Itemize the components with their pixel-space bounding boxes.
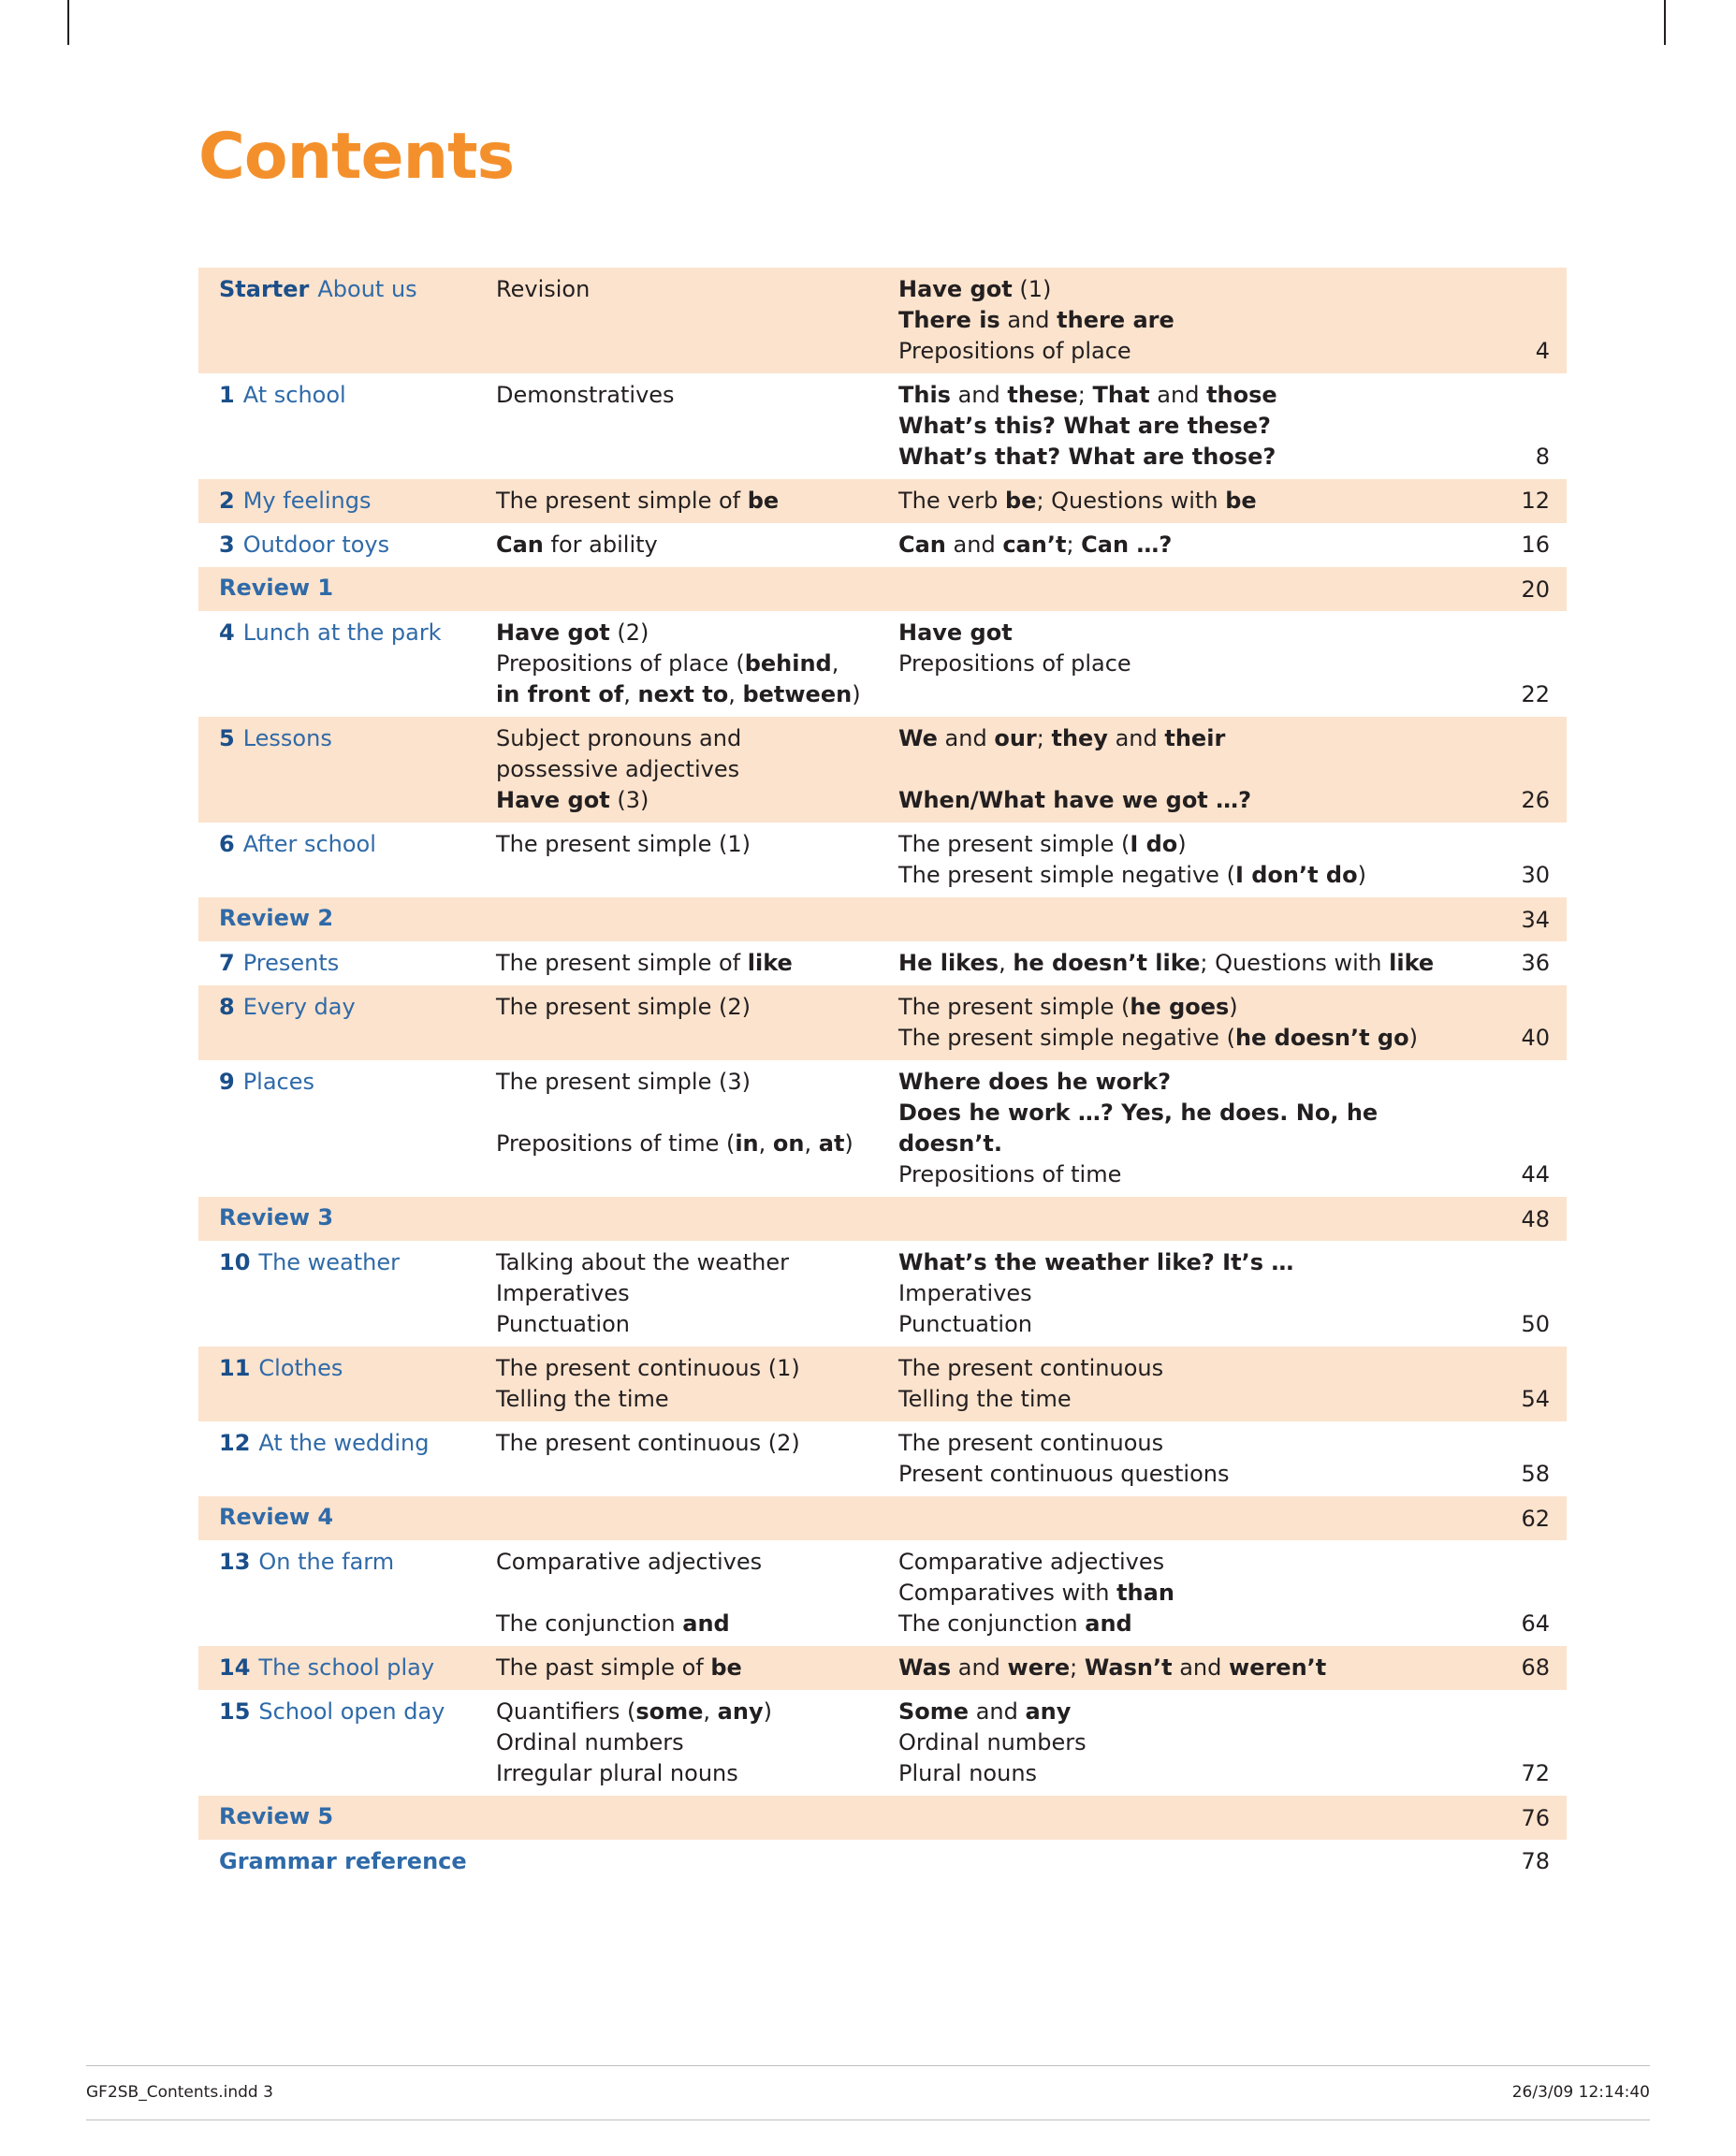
page-number-cell <box>1481 373 1567 479</box>
unit-label <box>198 1347 496 1421</box>
function-column <box>898 1840 1481 1884</box>
grammar-column <box>496 1197 898 1241</box>
contents-row[interactable] <box>198 897 1567 941</box>
page-number-cell <box>1481 567 1567 611</box>
function-column: The verb be; Questions with be <box>898 488 1257 514</box>
unit-name: Every day <box>242 994 356 1020</box>
unit-number: 5 <box>219 725 235 751</box>
page-number: 76 <box>1521 1805 1550 1831</box>
function-column <box>898 1796 1481 1840</box>
grammar-column <box>496 1496 898 1540</box>
unit-label <box>198 373 496 479</box>
page-number: 72 <box>1521 1760 1550 1786</box>
page-number: 78 <box>1521 1848 1550 1874</box>
unit-number: 6 <box>219 831 235 857</box>
grammar-column: The present simple (3) Prepositions of time (in, on, at) <box>496 1069 853 1157</box>
unit-name: Review 4 <box>219 1504 334 1530</box>
page-number-cell <box>1481 1496 1567 1540</box>
grammar-column: The present simple (2) <box>496 994 751 1020</box>
page-number: 30 <box>1521 862 1550 888</box>
unit-name: Review 1 <box>219 575 334 601</box>
unit-number: 12 <box>219 1430 251 1456</box>
function-column: Where does he work? Does he work …? Yes, he does. No, he doesn’t. Prepositions of time <box>898 1069 1379 1187</box>
grammar-column: The present continuous (1) Telling the time <box>496 1355 800 1412</box>
unit-number: 14 <box>219 1654 251 1681</box>
contents-row[interactable] <box>198 567 1567 611</box>
function-column: He likes, he doesn’t like; Questions with like <box>898 950 1435 976</box>
contents-row[interactable] <box>198 823 1567 897</box>
page-number-cell <box>1481 1540 1567 1646</box>
function-column: The present simple (I do) The present simple negative (I don’t do) <box>898 831 1366 888</box>
unit-number: 15 <box>219 1698 251 1725</box>
page-number-cell <box>1481 941 1567 985</box>
page-number: 8 <box>1535 444 1550 470</box>
grammar-column <box>496 567 898 611</box>
page-number-cell <box>1481 1840 1567 1884</box>
unit-name: After school <box>242 831 376 857</box>
unit-name: Presents <box>242 950 340 976</box>
unit-label <box>198 1646 496 1690</box>
page-number-cell <box>1481 1241 1567 1347</box>
contents-row[interactable] <box>198 941 1567 985</box>
unit-label <box>198 1421 496 1496</box>
page-number-cell <box>1481 1347 1567 1421</box>
page-number-cell <box>1481 1646 1567 1690</box>
unit-name: At school <box>242 382 346 408</box>
function-column: Was and were; Wasn’t and weren’t <box>898 1654 1327 1681</box>
unit-number: 11 <box>219 1355 251 1381</box>
page-number-cell <box>1481 523 1567 567</box>
contents-row[interactable] <box>198 268 1567 373</box>
page-number: 62 <box>1521 1506 1550 1532</box>
unit-name: Outdoor toys <box>242 532 390 558</box>
unit-number: 3 <box>219 532 235 558</box>
unit-label <box>198 268 496 373</box>
contents-row[interactable] <box>198 1197 1567 1241</box>
function-column <box>898 1496 1481 1540</box>
footer-timestamp: 26/3/09 12:14:40 <box>1511 2083 1650 2102</box>
unit-label <box>198 611 496 717</box>
unit-name: Review 3 <box>219 1204 334 1231</box>
grammar-column: The past simple of be <box>496 1654 742 1681</box>
function-column: Have got (1) There is and there are Prepositions of place <box>898 276 1174 364</box>
unit-name: My feelings <box>242 488 372 514</box>
page-title: Contents <box>198 120 515 194</box>
function-column: Have got Prepositions of place <box>898 619 1131 677</box>
unit-name: Clothes <box>258 1355 343 1381</box>
grammar-column <box>496 1796 898 1840</box>
unit-label <box>198 1197 496 1241</box>
unit-label <box>198 1496 496 1540</box>
unit-number: 8 <box>219 994 235 1020</box>
contents-table <box>198 268 1567 1884</box>
contents-row[interactable] <box>198 1840 1567 1884</box>
unit-label <box>198 823 496 897</box>
page-number: 40 <box>1521 1025 1550 1051</box>
page-number-cell <box>1481 479 1567 523</box>
page-number: 68 <box>1521 1654 1550 1681</box>
page-number-cell <box>1481 1421 1567 1496</box>
unit-name: Lessons <box>242 725 332 751</box>
contents-row[interactable] <box>198 985 1567 1060</box>
grammar-column <box>496 1840 898 1884</box>
page-number: 4 <box>1535 338 1550 364</box>
function-column: What’s the weather like? It’s … Imperatives Punctuation <box>898 1249 1294 1337</box>
unit-number: 1 <box>219 382 235 408</box>
contents-row[interactable] <box>198 717 1567 823</box>
grammar-column: Can for ability <box>496 532 658 558</box>
contents-row[interactable] <box>198 611 1567 717</box>
page-number: 48 <box>1521 1206 1550 1232</box>
unit-label <box>198 567 496 611</box>
unit-label <box>198 1060 496 1197</box>
unit-name: On the farm <box>258 1549 395 1575</box>
grammar-column: Have got (2) Prepositions of place (behind, in front of, next to, between) <box>496 619 861 707</box>
unit-number: 4 <box>219 619 235 646</box>
unit-label <box>198 1540 496 1646</box>
unit-label <box>198 523 496 567</box>
function-column: Can and can’t; Can …? <box>898 532 1173 558</box>
page-number-cell <box>1481 1197 1567 1241</box>
page-number-cell <box>1481 1690 1567 1796</box>
page-number: 12 <box>1521 488 1550 514</box>
page-number: 16 <box>1521 532 1550 558</box>
page-number: 20 <box>1521 576 1550 603</box>
unit-name: Review 2 <box>219 905 334 931</box>
page-number-cell <box>1481 611 1567 717</box>
unit-number: 9 <box>219 1069 235 1095</box>
unit-name: About us <box>317 276 417 302</box>
page-number-cell <box>1481 1060 1567 1197</box>
grammar-column: Talking about the weather Imperatives Punctuation <box>496 1249 789 1337</box>
unit-label <box>198 985 496 1060</box>
page-number-cell <box>1481 1796 1567 1840</box>
page-number-cell <box>1481 985 1567 1060</box>
contents-row[interactable] <box>198 1496 1567 1540</box>
contents-row[interactable] <box>198 1646 1567 1690</box>
contents-row[interactable] <box>198 1690 1567 1796</box>
function-column: Some and any Ordinal numbers Plural nouns <box>898 1698 1087 1786</box>
grammar-column: Revision <box>496 276 591 302</box>
page-number: 58 <box>1521 1461 1550 1487</box>
function-column: The present simple (he goes) The present simple negative (he doesn’t go) <box>898 994 1418 1051</box>
page-number: 22 <box>1521 681 1550 707</box>
unit-number: Starter <box>219 276 310 302</box>
unit-label <box>198 1241 496 1347</box>
grammar-column: The present simple of like <box>496 950 793 976</box>
function-column: The present continuous Telling the time <box>898 1355 1164 1412</box>
contents-row[interactable] <box>198 1347 1567 1421</box>
page-number-cell <box>1481 897 1567 941</box>
unit-label <box>198 1796 496 1840</box>
unit-name: Lunch at the park <box>242 619 442 646</box>
grammar-column <box>496 897 898 941</box>
function-column: Comparative adjectives Comparatives with than The conjunction and <box>898 1549 1174 1637</box>
contents-row[interactable] <box>198 1421 1567 1496</box>
grammar-column: The present simple of be <box>496 488 780 514</box>
unit-name: The school play <box>258 1654 435 1681</box>
contents-row[interactable] <box>198 1540 1567 1646</box>
unit-label <box>198 479 496 523</box>
unit-label <box>198 717 496 823</box>
page-number: 34 <box>1521 907 1550 933</box>
unit-label <box>198 1840 496 1884</box>
contents-row[interactable] <box>198 1241 1567 1347</box>
grammar-column: The present continuous (2) <box>496 1430 800 1456</box>
function-column <box>898 567 1481 611</box>
unit-label <box>198 941 496 985</box>
grammar-column: Subject pronouns and possessive adjectives Have got (3) <box>496 725 742 813</box>
page-number: 54 <box>1521 1386 1550 1412</box>
grammar-column: Comparative adjectives The conjunction and <box>496 1549 763 1637</box>
contents-row[interactable] <box>198 1796 1567 1840</box>
unit-number: 2 <box>219 488 235 514</box>
page-number: 50 <box>1521 1311 1550 1337</box>
footer-filename: GF2SB_Contents.indd 3 <box>86 2083 273 2102</box>
unit-number: 7 <box>219 950 235 976</box>
page-number: 44 <box>1521 1161 1550 1187</box>
unit-label <box>198 1690 496 1796</box>
grammar-column: The present simple (1) <box>496 831 751 857</box>
contents-row[interactable] <box>198 1060 1567 1197</box>
contents-row[interactable] <box>198 523 1567 567</box>
page-number-cell <box>1481 268 1567 373</box>
grammar-column: Quantifiers (some, any) Ordinal numbers Irregular plural nouns <box>496 1698 772 1786</box>
unit-name: School open day <box>258 1698 445 1725</box>
function-column <box>898 897 1481 941</box>
unit-name: Grammar reference <box>219 1848 467 1874</box>
page-number: 36 <box>1521 950 1550 976</box>
unit-number: 10 <box>219 1249 251 1275</box>
contents-row[interactable] <box>198 373 1567 479</box>
unit-name: The weather <box>258 1249 401 1275</box>
page-number-cell <box>1481 823 1567 897</box>
contents-row[interactable] <box>198 479 1567 523</box>
unit-name: Places <box>242 1069 315 1095</box>
function-column: The present continuous Present continuous questions <box>898 1430 1230 1487</box>
function-column: We and our; they and their When/What have we got …? <box>898 725 1252 813</box>
page-number: 26 <box>1521 787 1550 813</box>
page-number-cell <box>1481 717 1567 823</box>
function-column <box>898 1197 1481 1241</box>
footer-divider-top <box>86 2065 1650 2066</box>
function-column: This and these; That and those What’s this? What are these? What’s that? What are those? <box>898 382 1277 470</box>
unit-name: At the wedding <box>258 1430 430 1456</box>
page-number: 64 <box>1521 1610 1550 1637</box>
unit-name: Review 5 <box>219 1803 334 1829</box>
grammar-column: Demonstratives <box>496 382 675 408</box>
unit-label <box>198 897 496 941</box>
unit-number: 13 <box>219 1549 251 1575</box>
